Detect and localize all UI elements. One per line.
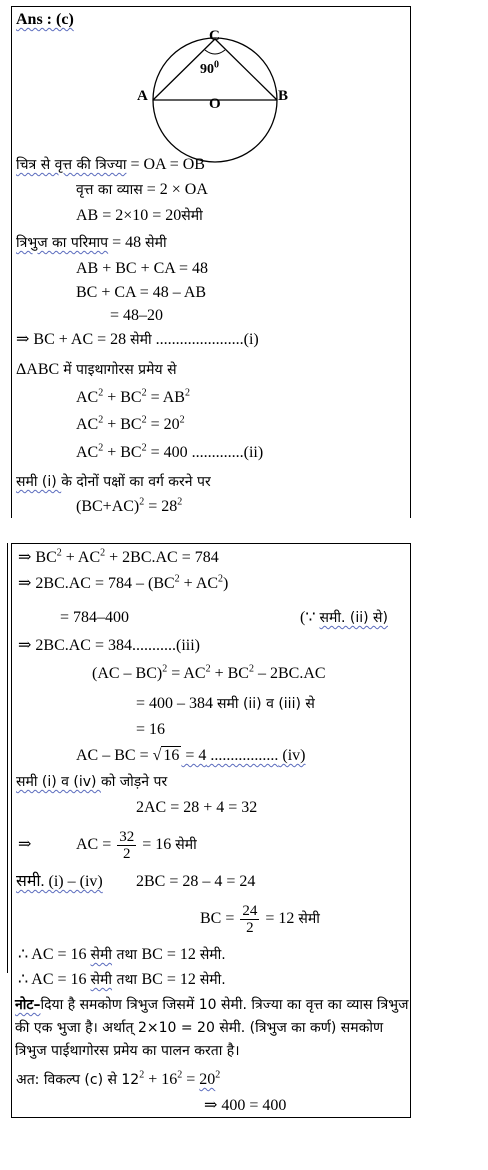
squared-sum-line: $(BC+AC)^2 = 28^2$ (76, 496, 183, 515)
point-a-label: A (137, 88, 148, 104)
bc-result: BC = $\frac{24}{2}$ = 12 सेमी (200, 902, 320, 936)
reference-ii: (∵ समी. (ii) से) (300, 609, 388, 626)
radius-line: चित्र से वृत्त की त्रिज्या = OA = OB (16, 156, 205, 173)
square-both-line: समी (i) के दोनों पक्षों का वर्ग करने पर (16, 474, 211, 490)
answer-label: Ans : (c) (16, 11, 74, 28)
left-rule (7, 543, 8, 973)
diameter-line: वृत्त का व्यास = 2 × OA (76, 181, 208, 198)
point-c-label: C (209, 28, 220, 44)
substitute-line: = 400 – 384 समी (ii) व (iii) से (136, 695, 315, 712)
rearrange-line: ⇒ $2BC.AC = 784 - (BC^2 + AC^2)$ (18, 573, 229, 592)
note-paragraph: नोट–दिया है समकोण त्रिभुज जिसमें 10 सेमी. त्रिज्या का वृत्त का व्यास त्रिभुज की एक भुजा है। अर्थात् 2×10 = 20 सेमी. (त्रिभुज का कर्ण) समकोण त्रिभुज पाईथागोरस प्रमेय का पालन करता है। (15, 997, 409, 1059)
point-o-label: O (209, 96, 221, 112)
ac-result: AC = $\frac{32}{2}$ = 16 सेमी (76, 828, 197, 862)
diff-square-line: $(AC - BC)^2 = AC^2 + BC^2 - 2BC.AC$ (92, 663, 326, 682)
bc-ca-line: BC + CA = 48 – AB (76, 284, 207, 301)
final-line-2: ∴ AC = 16 सेमी तथा BC = 12 सेमी. (18, 971, 226, 988)
ac-arrow: ⇒ (18, 836, 32, 853)
two-ac-line: 2AC = 28 + 4 = 32 (136, 799, 258, 816)
verification-line: ⇒ 400 = 400 (204, 1097, 287, 1114)
add-heading: समी (i) व (iv) को जोड़ने पर (16, 774, 168, 790)
subtract-heading: समी. (i) – (iv) (16, 873, 103, 890)
point-b-label: B (278, 88, 289, 104)
result-16: = 16 (136, 721, 166, 738)
subtract-line: = 784–400 (60, 609, 130, 626)
pyth-line-2: $AC^2 + BC^2 = 20^2$ (76, 414, 185, 433)
final-line-1: ∴ AC = 16 सेमी तथा BC = 12 सेमी. (18, 946, 226, 963)
equation-iii: ⇒ 2BC.AC = 384...........(iii) (18, 637, 200, 654)
pythagoras-heading: ΔABC में पाइथागोरस प्रमेय से (16, 361, 177, 378)
two-bc-line: 2BC = 28 – 4 = 24 (136, 873, 256, 890)
pyth-line-1: $AC^2 + BC^2 = AB^2$ (76, 387, 190, 406)
expand-line: ⇒ $BC^2 + AC^2 + 2BC.AC = 784$ (18, 547, 219, 566)
equation-i: ⇒ BC + AC = 28 सेमी ......................(i) (16, 331, 259, 348)
angle-label: $90^0$ (200, 59, 219, 77)
equation-iv: AC – BC = √ 16 = 4 ................. (iv) (76, 747, 306, 764)
sum-line: AB + BC + CA = 48 (76, 260, 208, 277)
ab-line: AB = 2×10 = 20सेमी (76, 207, 203, 224)
equation-ii: $AC^2 + BC^2 = 400$ .............(ii) (76, 442, 264, 461)
option-check-line: अत: विकल्प (c) से $12^2 + 16^2 = 20^2$ (16, 1069, 221, 1088)
perimeter-line: त्रिभुज का परिमाप = 48 सेमी (16, 234, 167, 251)
diff-line: = 48–20 (110, 307, 164, 324)
